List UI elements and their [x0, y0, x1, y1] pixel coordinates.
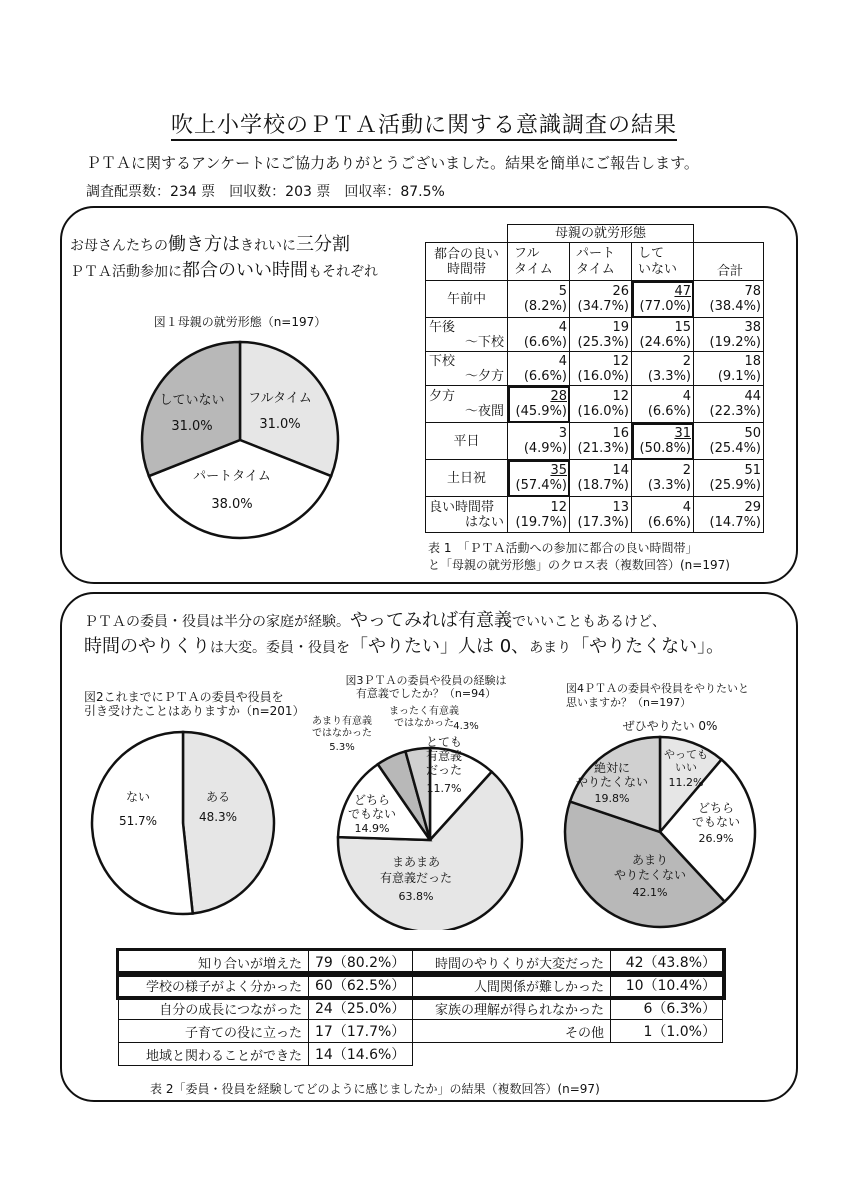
- table1-cell: 4 (6.6%): [508, 352, 570, 386]
- fig2-label-no: ない 51.7%: [118, 790, 158, 828]
- table2-cell: 時間のやりくりが大変だった: [413, 951, 611, 974]
- fig3-pie-chart: [300, 700, 550, 930]
- table1-cell: 47 (77.0%): [632, 281, 694, 318]
- section1-headline-2: ＰＴＡ活動参加に都合のいい時間もそれぞれ: [70, 260, 378, 281]
- table1-row: [426, 318, 764, 352]
- table2-caption: 表 2「委員・役員を経験してどのように感じましたか」の結果（複数回答）(n=97): [150, 1082, 600, 1096]
- fig3-value-notmuch: 5.3%: [329, 742, 355, 753]
- fig1-label-parttime: パートタイム 38.0%: [193, 469, 271, 512]
- table1-col-total: 合計: [694, 243, 764, 281]
- table2-cell: 家族の理解が得られなかった: [413, 997, 611, 1020]
- survey-stats: 調査配票数：234 票 回収数：203 票 回収率：87.5%: [86, 184, 445, 200]
- table1-cell: 31 (50.8%): [632, 423, 694, 460]
- fig4-value-never: 19.8%: [594, 792, 630, 805]
- table2-cell: 自分の成長につながった: [119, 997, 309, 1020]
- table1-cell: 35 (57.4%): [508, 460, 570, 497]
- table1-row: [426, 423, 764, 460]
- table1-row-label: 土日祝: [426, 460, 508, 497]
- fig4-value-neither: 26.9%: [698, 832, 734, 845]
- table2-row: [119, 1043, 723, 1066]
- table2-cell: 14（14.6%）: [309, 1043, 413, 1066]
- table2-cell: 24（25.0%）: [309, 997, 413, 1020]
- table1-row: [426, 281, 764, 318]
- table1-group-header: 母親の就労形態: [508, 225, 694, 243]
- table1-row-label: 午後 ～下校: [426, 318, 508, 352]
- page-title: 吹上小学校のＰＴＡ活動に関する意識調査の結果: [0, 108, 848, 139]
- fig4-label-ok: やってもいい: [664, 748, 708, 774]
- table2-empty-cell: [413, 1043, 723, 1066]
- table1-cell: 5 (8.2%): [508, 281, 570, 318]
- fig4-label-definitely: ぜひやりたい 0%: [622, 719, 718, 733]
- table2-row: [119, 1020, 723, 1043]
- table1-row-label: 下校 ～夕方: [426, 352, 508, 386]
- table2-cell: 知り合いが増えた: [119, 951, 309, 974]
- table2-cell: 79（80.2%）: [309, 951, 413, 974]
- fig1-label-notworking: していない 31.0%: [159, 393, 225, 434]
- fig4-label-neither: どちらでもない: [691, 801, 741, 829]
- table2-cell: その他: [413, 1020, 611, 1043]
- table2-cell: 学校の様子がよく分かった: [119, 974, 309, 997]
- table1-cell: 13 (17.3%): [570, 497, 632, 533]
- table2-cell: 子育ての役に立った: [119, 1020, 309, 1043]
- section2-headline-1: ＰＴＡの委員・役員は半分の家庭が経験。やってみれば有意義でいいこともあるけど、: [84, 610, 666, 631]
- table1-cell: 38 (19.2%): [694, 318, 764, 352]
- section1-headline-1: お母さんたちの働き方はきれいに三分割: [70, 234, 350, 255]
- table2-row: [119, 951, 723, 974]
- fig3-title: 図3ＰＴＡの委員や役員の経験は 有意義でしたか？（n=94）: [345, 674, 507, 700]
- table1-cell: 51 (25.9%): [694, 460, 764, 497]
- table1-cell: 29 (14.7%): [694, 497, 764, 533]
- table1-cell: 19 (25.3%): [570, 318, 632, 352]
- table2-cell: 人間関係が難しかった: [413, 974, 611, 997]
- table1-row: [426, 352, 764, 386]
- table1-cell: 4 (6.6%): [632, 497, 694, 533]
- fig4-value-ok: 11.2%: [668, 776, 704, 789]
- table1-col-notworking: して いない: [632, 243, 694, 281]
- table1-cell: 15 (24.6%): [632, 318, 694, 352]
- table1-cross-table: [425, 224, 764, 533]
- fig3-label-somewhat: まあまあ有意義だった: [379, 855, 453, 885]
- table1-row: [426, 386, 764, 423]
- table2-cell: 1（1.0%）: [611, 1020, 723, 1043]
- table1-row-header: 都合の良い 時間帯: [426, 243, 508, 281]
- table1-cell: 18 (9.1%): [694, 352, 764, 386]
- table2-experience-table: [118, 950, 723, 1066]
- fig3-label-neither: どちらでもない: [347, 793, 397, 821]
- fig4-label-never: 絶対にやりたくない: [575, 761, 649, 789]
- table1-cell: 16 (21.3%): [570, 423, 632, 460]
- table2-row: [119, 974, 723, 997]
- table1-cell: 4 (6.6%): [632, 386, 694, 423]
- section2-headline-2: 時間のやりくりは大変。委員・役員を「やりたい」人は 0、あまり「やりたくない」。: [84, 636, 725, 657]
- fig3-label-very: とても有意義だった: [425, 735, 463, 777]
- table1-col-parttime: パート タイム: [570, 243, 632, 281]
- intro-text: ＰＴＡに関するアンケートにご協力ありがとうございました。結果を簡単にご報告します。: [86, 154, 699, 172]
- table1-cell: 14 (18.7%): [570, 460, 632, 497]
- fig2-pie-chart: [88, 728, 278, 918]
- fig1-pie-chart: [130, 330, 350, 550]
- fig4-pie-chart: [552, 708, 788, 936]
- table1-cell: 3 (4.9%): [508, 423, 570, 460]
- table1-cell: 12 (16.0%): [570, 352, 632, 386]
- fig4-title: 図4ＰＴＡの委員や役員をやりたいと 思いますか？（n=197）: [566, 682, 749, 709]
- fig1-title: 図１母親の就労形態（n=197）: [153, 315, 327, 329]
- table1-cell: 78 (38.4%): [694, 281, 764, 318]
- fig3-value-neither: 14.9%: [354, 822, 390, 835]
- table2-cell: 地域と関わることができた: [119, 1043, 309, 1066]
- table1-cell: 12 (16.0%): [570, 386, 632, 423]
- table2-row: [119, 997, 723, 1020]
- table1-cell: 4 (6.6%): [508, 318, 570, 352]
- table2-cell: 17（17.7%）: [309, 1020, 413, 1043]
- table1-caption: 表 1 「ＰＴＡ活動への参加に都合の良い時間帯」 と「母親の就労形態」のクロス表（複数回答）(n=197): [428, 541, 730, 572]
- table2-cell: 42（43.8%）: [611, 951, 723, 974]
- table1-row: [426, 497, 764, 533]
- table2-cell: 60（62.5%）: [309, 974, 413, 997]
- table1-row-label: 午前中: [426, 281, 508, 318]
- table1-row-label: 夕方 ～夜間: [426, 386, 508, 423]
- fig3-value-somewhat: 63.8%: [398, 890, 434, 903]
- table1-row-label: 平日: [426, 423, 508, 460]
- fig3-label-notatall: まったく有意義ではなかった: [389, 706, 459, 729]
- table1-col-fulltime: フル タイム: [508, 243, 570, 281]
- table1-cell: 2 (3.3%): [632, 352, 694, 386]
- fig3-value-notatall: 4.3%: [453, 721, 479, 732]
- table1-cell: 26 (34.7%): [570, 281, 632, 318]
- fig3-label-notmuch: あまり有意義ではなかった: [312, 716, 372, 739]
- table1-cell: 2 (3.3%): [632, 460, 694, 497]
- fig2-title: 図2これまでにＰＴＡの委員や役員を 引き受けたことはありますか（n=201）: [84, 690, 305, 718]
- fig4-value-rather-not: 42.1%: [632, 886, 668, 899]
- table1-row-label: 良い時間帯 はない: [426, 497, 508, 533]
- table1-row: [426, 460, 764, 497]
- table1-cell: 12 (19.7%): [508, 497, 570, 533]
- table1-cell: 44 (22.3%): [694, 386, 764, 423]
- fig1-label-fulltime: フルタイム 31.0%: [248, 391, 312, 432]
- fig3-value-very: 11.7%: [426, 782, 462, 795]
- fig4-label-rather-not: あまりやりたくない: [613, 853, 687, 882]
- fig2-label-yes: ある 48.3%: [198, 790, 238, 824]
- table1-cell: 28 (45.9%): [508, 386, 570, 423]
- table2-cell: 10（10.4%）: [611, 974, 723, 997]
- table1-cell: 50 (25.4%): [694, 423, 764, 460]
- table2-cell: 6（6.3%）: [611, 997, 723, 1020]
